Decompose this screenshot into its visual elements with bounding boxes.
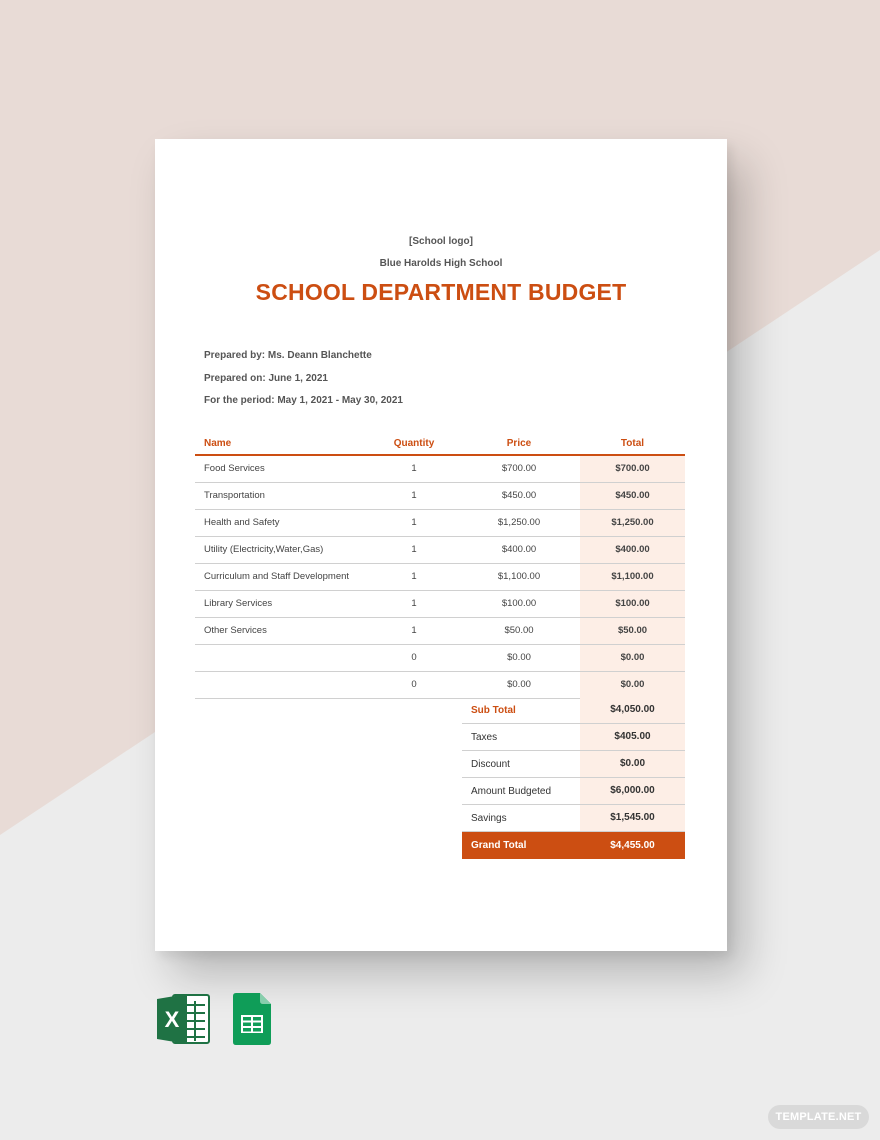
discount-row	[462, 751, 685, 778]
table-row	[195, 671, 685, 698]
table-row	[195, 455, 685, 482]
item-name	[195, 644, 370, 671]
item-name: Transportation	[195, 482, 370, 509]
item-quantity: 1	[370, 482, 458, 509]
amount-budgeted-label: Amount Budgeted	[471, 786, 552, 797]
discount-value: $0.00	[580, 751, 685, 777]
item-name: Food Services	[195, 455, 370, 482]
item-total: $450.00	[580, 482, 685, 509]
table-row	[195, 644, 685, 671]
item-quantity: 1	[370, 590, 458, 617]
item-name: Other Services	[195, 617, 370, 644]
table-row	[195, 536, 685, 563]
discount-label: Discount	[471, 759, 510, 770]
savings-label: Savings	[471, 813, 507, 824]
item-name: Health and Safety	[195, 509, 370, 536]
budget-table	[195, 433, 685, 699]
table-row	[195, 509, 685, 536]
item-name: Library Services	[195, 590, 370, 617]
item-total: $50.00	[580, 617, 685, 644]
sub-total-row	[462, 697, 685, 724]
sub-total-label: Sub Total	[471, 705, 516, 716]
taxes-row	[462, 724, 685, 751]
item-price: $400.00	[458, 536, 580, 563]
prepared-by: Prepared by: Ms. Deann Blanchette	[204, 350, 372, 361]
item-quantity: 1	[370, 563, 458, 590]
header-quantity: Quantity	[370, 433, 458, 455]
item-quantity: 0	[370, 671, 458, 698]
item-price: $1,250.00	[458, 509, 580, 536]
amount-budgeted-value: $6,000.00	[580, 778, 685, 804]
grand-total-row	[462, 832, 685, 859]
item-name: Utility (Electricity,Water,Gas)	[195, 536, 370, 563]
google-sheets-icon[interactable]	[233, 993, 273, 1045]
grand-total-value: $4,455.00	[580, 832, 685, 859]
excel-icon[interactable]	[157, 993, 211, 1045]
item-total: $1,250.00	[580, 509, 685, 536]
item-total: $700.00	[580, 455, 685, 482]
item-price: $100.00	[458, 590, 580, 617]
taxes-label: Taxes	[471, 732, 498, 743]
item-total: $0.00	[580, 671, 685, 698]
item-name	[195, 671, 370, 698]
summary-block	[462, 697, 685, 859]
table-row	[195, 617, 685, 644]
amount-budgeted-row	[462, 778, 685, 805]
header-name: Name	[195, 433, 370, 455]
item-price: $0.00	[458, 671, 580, 698]
item-price: $0.00	[458, 644, 580, 671]
item-total: $100.00	[580, 590, 685, 617]
item-price: $450.00	[458, 482, 580, 509]
header-total: Total	[580, 433, 685, 455]
header-price: Price	[458, 433, 580, 455]
item-quantity: 1	[370, 536, 458, 563]
budget-period: For the period: May 1, 2021 - May 30, 2021	[204, 395, 403, 406]
item-name: Curriculum and Staff Development	[195, 563, 370, 590]
table-header-row	[195, 433, 685, 455]
item-price: $50.00	[458, 617, 580, 644]
item-total: $1,100.00	[580, 563, 685, 590]
savings-row	[462, 805, 685, 832]
item-price: $700.00	[458, 455, 580, 482]
taxes-value: $405.00	[580, 724, 685, 750]
item-quantity: 1	[370, 509, 458, 536]
item-price: $1,100.00	[458, 563, 580, 590]
school-logo-placeholder: [School logo]	[409, 236, 473, 247]
template-net-watermark: TEMPLATE.NET	[768, 1105, 869, 1129]
table-row	[195, 563, 685, 590]
table-row	[195, 482, 685, 509]
budget-document-page	[155, 139, 727, 951]
sub-total-value: $4,050.00	[580, 697, 685, 723]
item-quantity: 1	[370, 617, 458, 644]
item-total: $400.00	[580, 536, 685, 563]
item-quantity: 0	[370, 644, 458, 671]
excel-letter: X	[164, 1007, 180, 1032]
grand-total-label: Grand Total	[471, 840, 527, 851]
document-title: SCHOOL DEPARTMENT BUDGET	[255, 279, 627, 305]
school-name: Blue Harolds High School	[379, 258, 503, 269]
prepared-on: Prepared on: June 1, 2021	[204, 373, 328, 384]
savings-value: $1,545.00	[580, 805, 685, 831]
item-quantity: 1	[370, 455, 458, 482]
item-total: $0.00	[580, 644, 685, 671]
table-row	[195, 590, 685, 617]
